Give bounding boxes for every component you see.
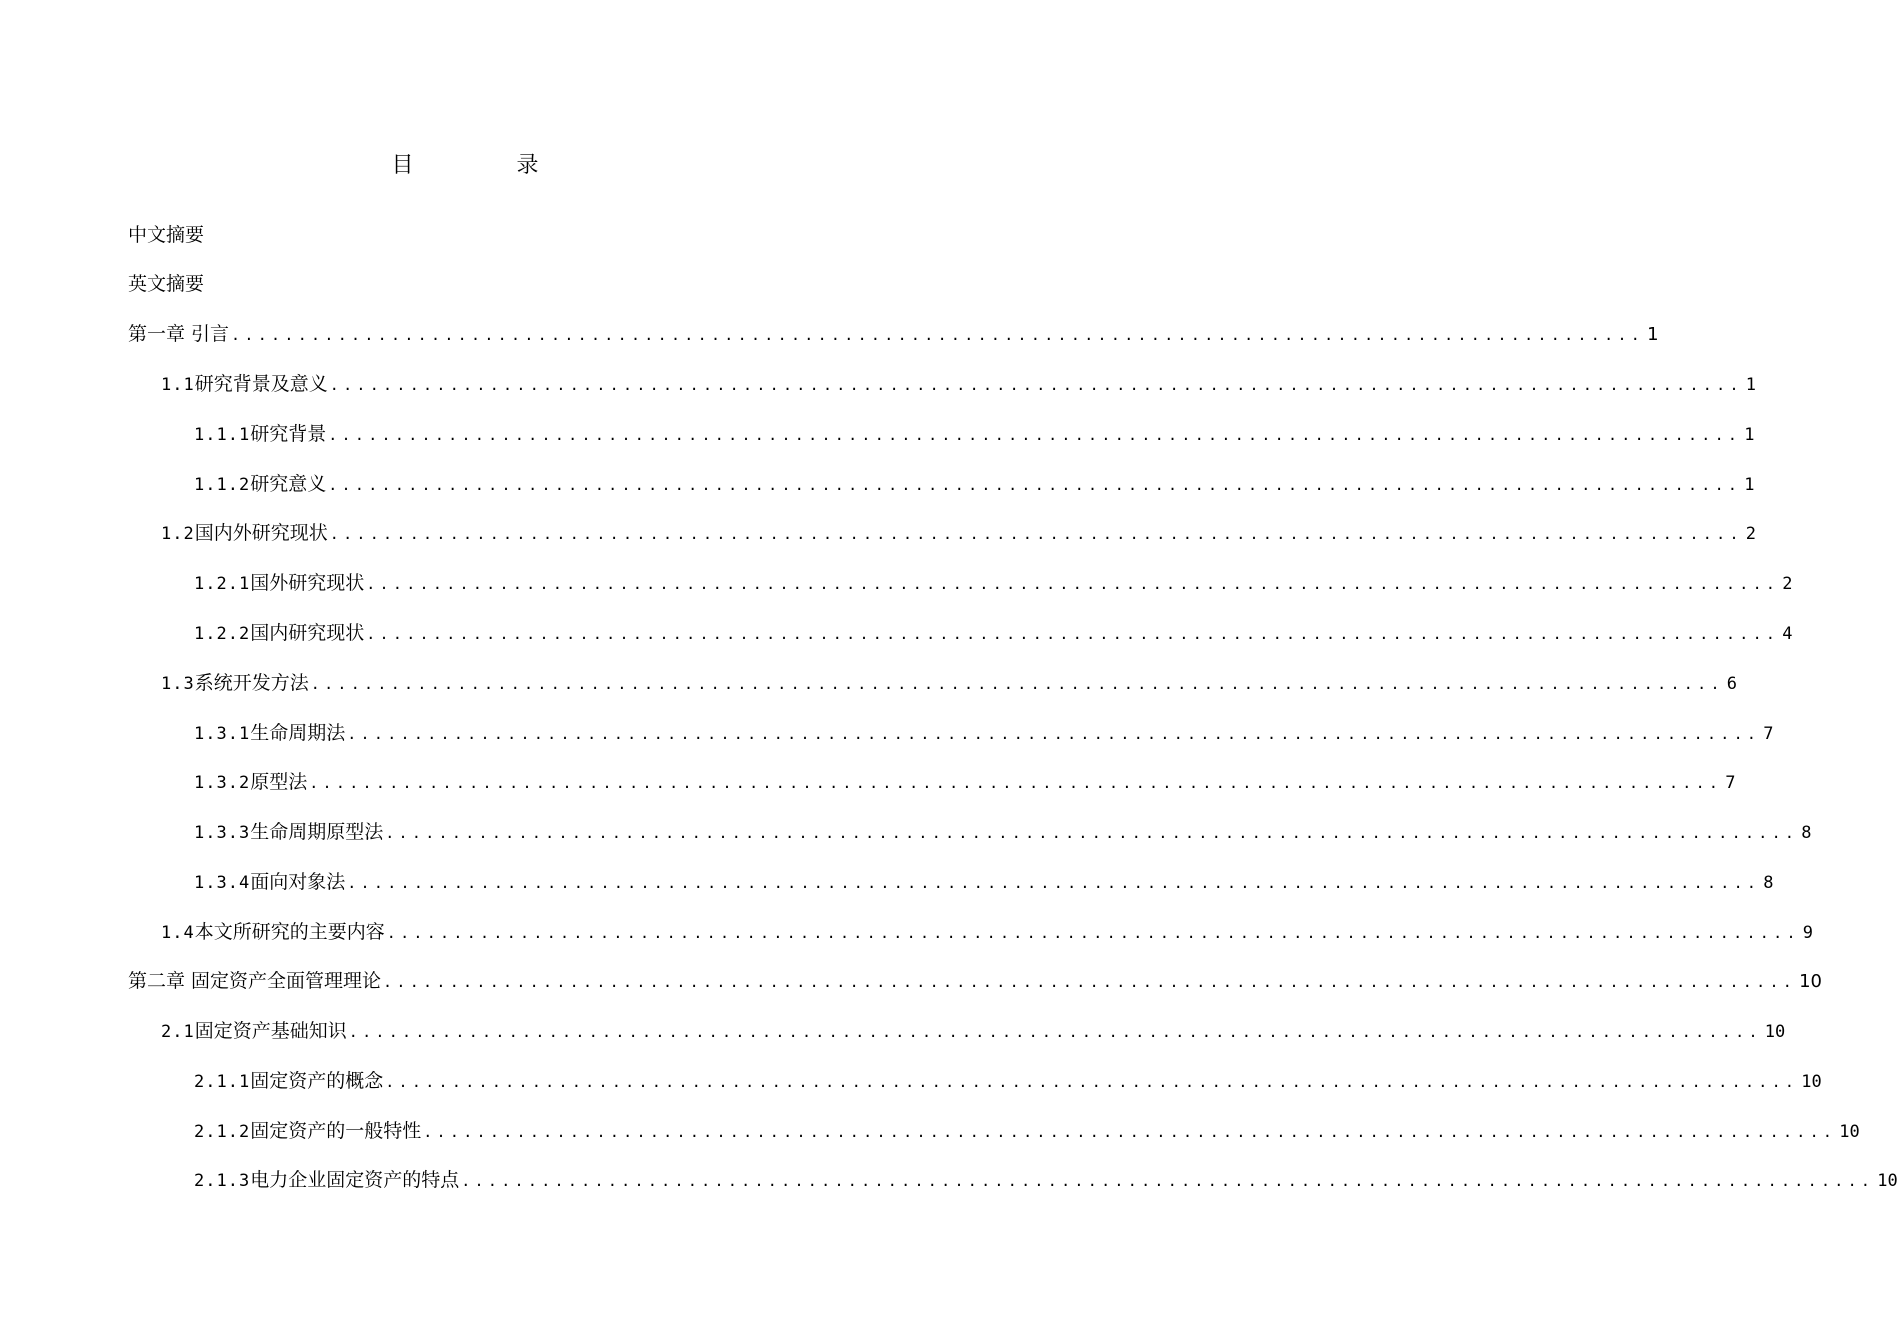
toc-entry-label: 原型法 bbox=[250, 771, 308, 793]
toc-dot-leader: .......................................................................................................... bbox=[328, 426, 1742, 444]
toc-entry-label: 固定资产基础知识 bbox=[194, 1020, 347, 1042]
toc-page-number: 9 bbox=[1802, 923, 1814, 943]
toc-entry-2-1-1[interactable] bbox=[194, 1061, 1822, 1101]
toc-dot-leader: .......................................................................................................... bbox=[366, 625, 1780, 643]
toc-page-number: 7 bbox=[1725, 773, 1736, 793]
toc-entry-1-2-2[interactable] bbox=[194, 613, 1793, 653]
toc-dot-leader: .......................................................................................................... bbox=[309, 774, 1723, 792]
toc-page-number: 1 bbox=[1647, 324, 1659, 345]
toc-entry-label: 研究背景 bbox=[250, 423, 327, 445]
toc-dot-leader: .......................................................................................................... bbox=[385, 824, 1799, 842]
toc-section-number: 1.3 bbox=[161, 674, 195, 694]
toc-page-number: 10 bbox=[1801, 1072, 1822, 1092]
toc-entry-1-3-4[interactable] bbox=[194, 862, 1774, 902]
toc-entry-label: 中文摘要 bbox=[128, 224, 205, 246]
toc-section-number: 1.3.1 bbox=[194, 724, 251, 744]
toc-section-number: 2.1.3 bbox=[194, 1171, 251, 1191]
toc-entry-label: 本文所研究的主要内容 bbox=[194, 921, 385, 943]
toc-dot-leader: .......................................................................................................... bbox=[329, 376, 1743, 394]
toc-section-number: 1.3.3 bbox=[194, 823, 251, 843]
toc-entry-chapter-1[interactable] bbox=[128, 314, 1659, 354]
toc-entry-label: 生命周期法 bbox=[250, 722, 346, 744]
toc-dot-leader: .......................................................................................................... bbox=[328, 476, 1742, 494]
toc-section-number: 1.1 bbox=[161, 375, 195, 395]
toc-entry-label: 研究意义 bbox=[250, 473, 327, 495]
toc-section-number: 1.1.1 bbox=[194, 425, 251, 445]
toc-dot-leader: .......................................................................................................... bbox=[386, 924, 1800, 942]
toc-entry-label: 电力企业固定资产的特点 bbox=[250, 1169, 460, 1191]
toc-page-number: 10 bbox=[1764, 1022, 1786, 1042]
toc-section-number: 1.4 bbox=[161, 923, 195, 943]
toc-dot-leader: .......................................................................................................... bbox=[310, 675, 1724, 693]
toc-entry-1-3-1[interactable] bbox=[194, 713, 1774, 753]
toc-entry-english-abstract[interactable] bbox=[128, 264, 204, 304]
toc-section-number: 2.1 bbox=[161, 1022, 195, 1042]
toc-page-number: 1 bbox=[1744, 425, 1755, 445]
toc-page-number: 8 bbox=[1801, 823, 1812, 843]
toc-entry-label: 国内研究现状 bbox=[250, 622, 365, 644]
toc-section-number: 2.1.2 bbox=[194, 1122, 251, 1142]
toc-dot-leader: .......................................................................................................... bbox=[329, 525, 1743, 543]
toc-entry-label: 研究背景及意义 bbox=[194, 373, 328, 395]
toc-entry-label: 第一章 引言 bbox=[128, 323, 230, 345]
toc-page-number: 10 bbox=[1799, 971, 1823, 992]
toc-entry-label: 英文摘要 bbox=[128, 273, 205, 295]
toc-entry-label: 国外研究现状 bbox=[250, 572, 365, 594]
toc-entry-label: 系统开发方法 bbox=[194, 672, 309, 694]
toc-section-number: 1.2.2 bbox=[194, 624, 251, 644]
toc-page-number: 7 bbox=[1763, 724, 1774, 744]
toc-dot-leader: .......................................................................................................... bbox=[423, 1123, 1837, 1141]
toc-dot-leader: .......................................................................................................... bbox=[347, 725, 1761, 743]
toc-entry-label: 生命周期原型法 bbox=[250, 821, 384, 843]
toc-page-number: 6 bbox=[1726, 674, 1738, 694]
toc-section-number: 1.2.1 bbox=[194, 574, 251, 594]
toc-section-number: 1.3.4 bbox=[194, 873, 251, 893]
toc-dot-leader: .......................................................................................................... bbox=[383, 973, 1797, 991]
toc-dot-leader: .......................................................................................................... bbox=[366, 575, 1780, 593]
toc-section-number: 1.3.2 bbox=[194, 773, 251, 793]
toc-dot-leader: .......................................................................................................... bbox=[461, 1172, 1875, 1190]
toc-page-number: 1 bbox=[1744, 475, 1755, 495]
toc-dot-leader: .......................................................................................................... bbox=[347, 874, 1761, 892]
toc-entry-1-2-1[interactable] bbox=[194, 563, 1793, 603]
toc-entry-label: 第二章 固定资产全面管理理论 bbox=[128, 970, 382, 992]
toc-page-number: 8 bbox=[1763, 873, 1774, 893]
toc-section-number: 1.2 bbox=[161, 524, 195, 544]
toc-entry-label: 固定资产的概念 bbox=[250, 1070, 384, 1092]
toc-entry-label: 国内外研究现状 bbox=[194, 522, 328, 544]
toc-entry-1-3[interactable] bbox=[161, 663, 1738, 703]
toc-page-number: 2 bbox=[1782, 574, 1793, 594]
toc-entry-1-1-1[interactable] bbox=[194, 414, 1755, 454]
toc-entry-chinese-abstract[interactable] bbox=[128, 215, 204, 255]
toc-entry-2-1[interactable] bbox=[161, 1011, 1786, 1051]
toc-page-number: 2 bbox=[1745, 524, 1757, 544]
page-title: 目 录 bbox=[391, 153, 587, 178]
toc-entry-1-4[interactable] bbox=[161, 912, 1814, 952]
toc-entry-1-1-2[interactable] bbox=[194, 464, 1755, 504]
toc-entry-2-1-2[interactable] bbox=[194, 1111, 1860, 1151]
toc-section-number: 1.1.2 bbox=[194, 475, 251, 495]
toc-entry-chapter-2[interactable] bbox=[128, 961, 1823, 1001]
toc-page-number: 10 bbox=[1877, 1171, 1898, 1191]
toc-entry-2-1-3[interactable] bbox=[194, 1160, 1898, 1200]
toc-entry-label: 固定资产的一般特性 bbox=[250, 1120, 422, 1142]
toc-page-number: 10 bbox=[1839, 1122, 1860, 1142]
toc-entry-label: 面向对象法 bbox=[250, 871, 346, 893]
toc-page-number: 1 bbox=[1745, 375, 1757, 395]
toc-entry-1-2[interactable] bbox=[161, 513, 1757, 553]
toc-entry-1-3-3[interactable] bbox=[194, 812, 1812, 852]
toc-dot-leader: .......................................................................................................... bbox=[385, 1073, 1799, 1091]
toc-page-number: 4 bbox=[1782, 624, 1793, 644]
toc-dot-leader: .......................................................................................................... bbox=[348, 1023, 1762, 1041]
toc-dot-leader: .......................................................................................................... bbox=[231, 326, 1645, 344]
toc-entry-1-1[interactable] bbox=[161, 364, 1757, 404]
toc-entry-1-3-2[interactable] bbox=[194, 762, 1736, 802]
toc-section-number: 2.1.1 bbox=[194, 1072, 251, 1092]
